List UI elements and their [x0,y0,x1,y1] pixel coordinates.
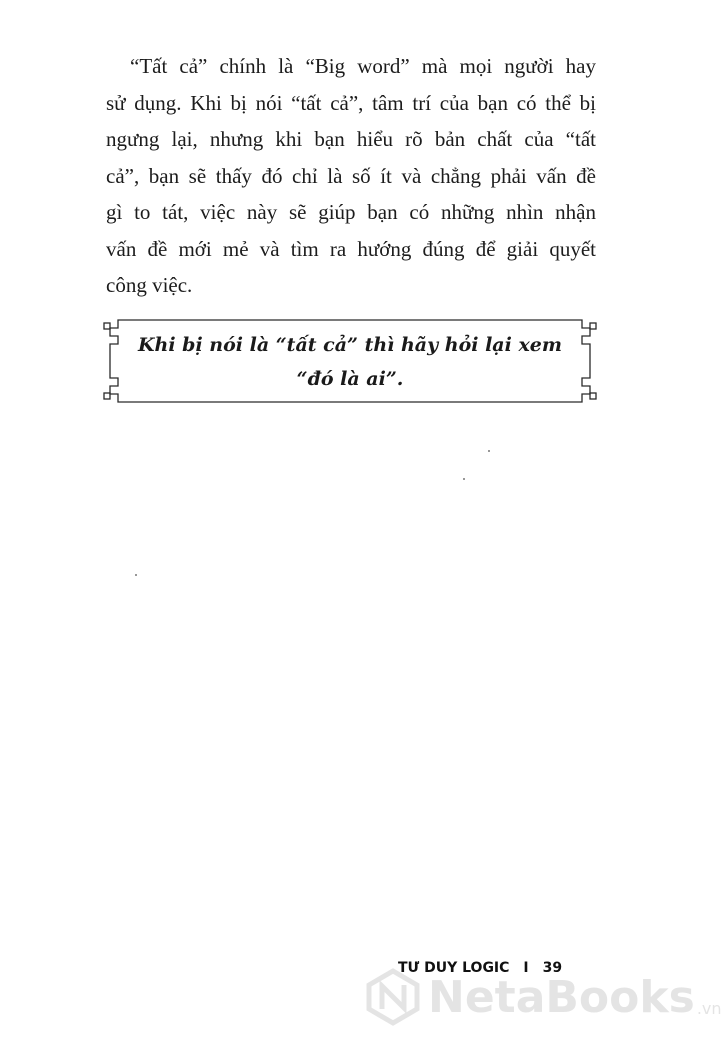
quote-box [100,314,600,408]
print-speck [135,574,137,576]
page-number: 39 [542,960,563,976]
quote-text [100,328,600,396]
watermark-brand: NetaBooks [428,971,695,1023]
quote-line: “đó là ai”. [296,368,404,390]
body-paragraph [106,48,596,304]
body-line: cả”, bạn sẽ thấy đó chỉ là số ít và chẳng phải vấn đề [106,163,596,188]
running-title: TƯ DUY LOGIC [398,960,510,976]
watermark-suffix: .vn [696,999,722,1018]
print-speck [463,478,465,480]
netabooks-logo-icon [362,966,424,1028]
quote-line: Khi bị nói là “tất cả” thì hãy hỏi lại xem [138,334,562,356]
body-line: “Tất cả” chính là “Big word” mà mọi người hay [130,54,596,78]
body-line: gì to tát, việc này sẽ giúp bạn có những nhìn nhận [106,200,596,224]
body-line: công việc. [106,273,193,297]
body-line: vấn đề mới mẻ và tìm ra hướng đúng để giải quyết [106,236,596,261]
footer-separator: I [523,960,529,976]
print-speck [488,450,490,452]
watermark [362,962,722,1032]
body-line: sử dụng. Khi bị nói “tất cả”, tâm trí của bạn có thể bị [106,90,596,115]
body-line: ngưng lại, nhưng khi bạn hiểu rõ bản chất của “tất [106,127,596,151]
